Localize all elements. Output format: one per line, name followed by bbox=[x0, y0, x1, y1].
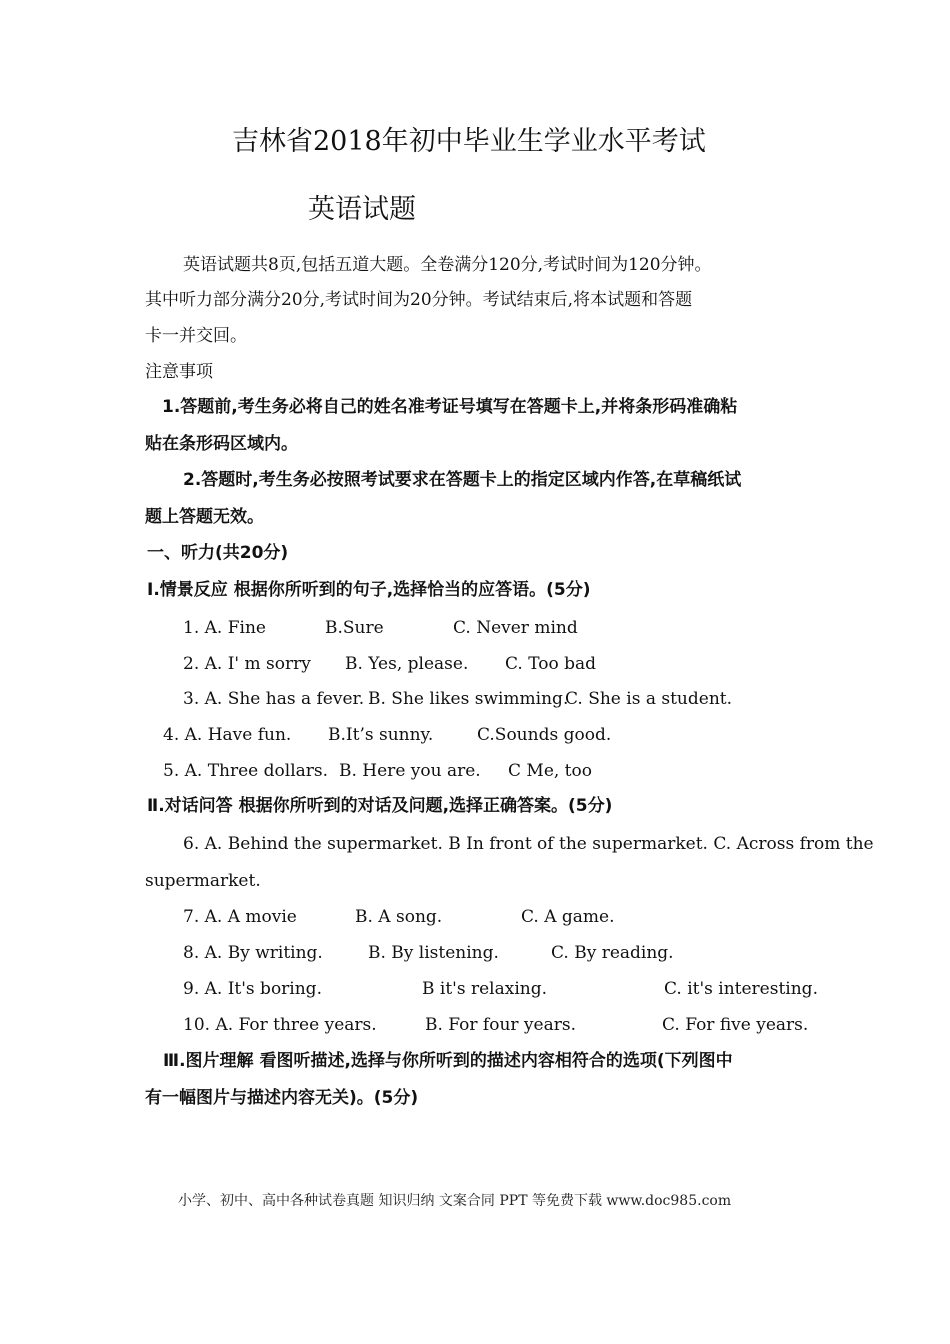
page-title: 吉林省2018年初中毕业生学业水平考试 bbox=[232, 126, 706, 157]
notes-heading: 注意事项 bbox=[145, 362, 213, 382]
option-b: B. By listening. bbox=[368, 943, 499, 963]
option-c: C. A game. bbox=[521, 907, 615, 927]
option-c: C. For five years. bbox=[662, 1015, 809, 1035]
part-2-heading: Ⅱ.对话问答 根据你所听到的对话及问题,选择正确答案。(5分) bbox=[147, 796, 613, 816]
option-b: B it's relaxing. bbox=[422, 979, 547, 999]
option-b: B. Yes, please. bbox=[345, 654, 469, 674]
intro-line-3: 卡一并交回。 bbox=[145, 326, 247, 346]
page-subtitle: 英语试题 bbox=[308, 194, 416, 225]
part-3-heading-line-2: 有一幅图片与描述内容无关)。(5分) bbox=[145, 1088, 419, 1108]
option-a: 10. A. For three years. bbox=[183, 1015, 377, 1035]
option-a: 7. A. A movie bbox=[183, 907, 297, 927]
option-b: B. For four years. bbox=[425, 1015, 576, 1035]
option-a: 4. A. Have fun. bbox=[163, 725, 292, 745]
option-c: C. it's interesting. bbox=[664, 979, 818, 999]
option-a: 9. A. It's boring. bbox=[183, 979, 322, 999]
intro-line-1: 英语试题共8页,包括五道大题。全卷满分120分,考试时间为120分钟。 bbox=[183, 255, 712, 275]
option-b: B.Sure bbox=[325, 618, 384, 638]
option-c: C.Sounds good. bbox=[477, 725, 612, 745]
option-b: B. A song. bbox=[355, 907, 443, 927]
note-1-line-2: 贴在条形码区域内。 bbox=[145, 434, 298, 454]
question-6-line-1: 6. A. Behind the supermarket. B In front of the supermarket. C. Across from the bbox=[183, 834, 874, 854]
option-c: C. She is a student. bbox=[565, 689, 733, 709]
option-b: B. Here you are. bbox=[339, 761, 481, 781]
option-c: C. By reading. bbox=[551, 943, 674, 963]
option-c: C. Too bad bbox=[505, 654, 597, 674]
note-1-line-1: 1.答题前,考生务必将自己的姓名准考证号填写在答题卡上,并将条形码准确粘 bbox=[162, 397, 738, 417]
option-a: 2. A. I' m sorry bbox=[183, 654, 311, 674]
intro-line-2: 其中听力部分满分20分,考试时间为20分钟。考试结束后,将本试题和答题 bbox=[145, 290, 693, 310]
option-a: 3. A. She has a fever. bbox=[183, 689, 365, 709]
question-6-line-2: supermarket. bbox=[145, 871, 261, 891]
option-c: C Me, too bbox=[508, 761, 592, 781]
page-footer: 小学、初中、高中各种试卷真题 知识归纳 文案合同 PPT 等免费下载 www.doc985.com bbox=[178, 1193, 732, 1209]
option-b: B. She likes swimming. bbox=[368, 689, 569, 709]
option-b: B.It’s sunny. bbox=[328, 725, 434, 745]
note-2-line-1: 2.答题时,考生务必按照考试要求在答题卡上的指定区域内作答,在草稿纸试 bbox=[183, 470, 742, 490]
option-c: C. Never mind bbox=[453, 618, 578, 638]
option-a: 1. A. Fine bbox=[183, 618, 266, 638]
option-a: 5. A. Three dollars. bbox=[163, 761, 329, 781]
note-2-line-2: 题上答题无效。 bbox=[145, 507, 264, 527]
option-a: 8. A. By writing. bbox=[183, 943, 323, 963]
part-1-heading: Ⅰ.情景反应 根据你所听到的句子,选择恰当的应答语。(5分) bbox=[147, 580, 591, 600]
part-3-heading-line-1: Ⅲ.图片理解 看图听描述,选择与你所听到的描述内容相符合的选项(下列图中 bbox=[163, 1051, 733, 1071]
section-1-heading: 一、听力(共20分) bbox=[147, 543, 289, 563]
